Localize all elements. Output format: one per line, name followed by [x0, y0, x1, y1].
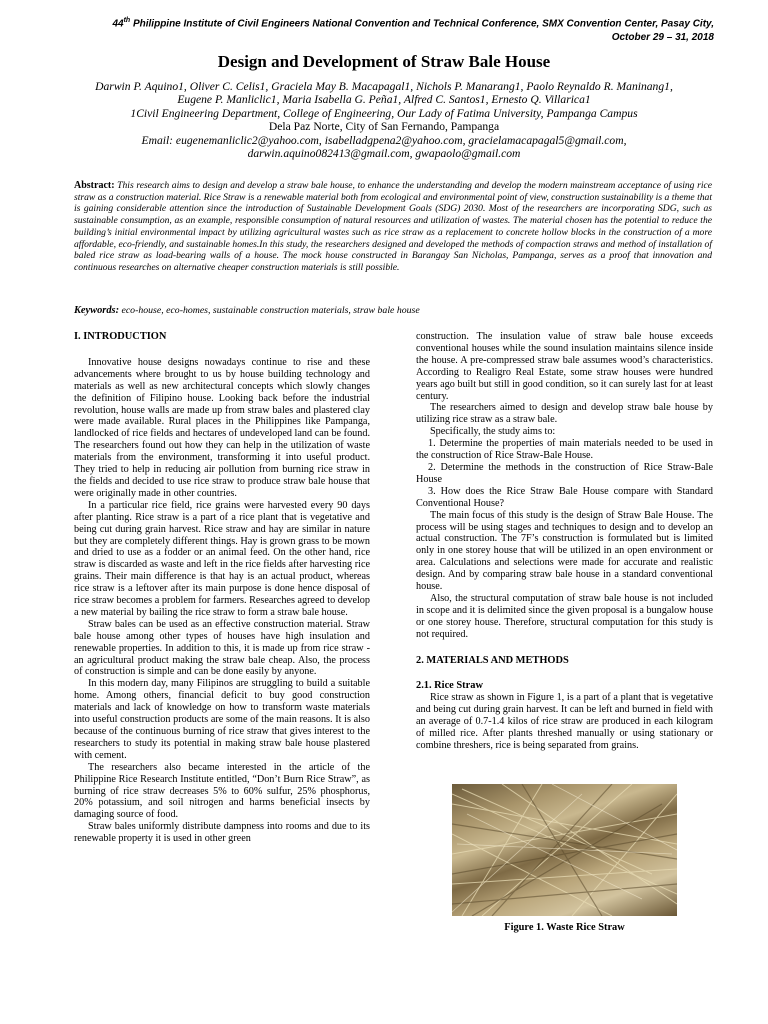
- authors-line-2: Eugene P. Manliclic1, Maria Isabella G. Peña1, Alfred C. Santos1, Ernesto Q. Villarica1: [177, 93, 591, 107]
- paragraph: Also, the structural computation of straw bale house is not included in scope and it is delimited since the given proposal is a bungalow house or one storey house. Therefore, structural computation for this study is not required.: [416, 592, 713, 640]
- left-column: [74, 331, 370, 845]
- abstract-label: Abstract:: [74, 180, 115, 191]
- paragraph: Straw bales uniformly distribute dampness into rooms and due to its renewable property it is used in other green: [74, 821, 370, 845]
- paragraph: The researchers also became interested in the article of the Philippine Rice Research Institute entitled, “Don’t Burn Rice Straw”, as burning of rice straw decreases 5% to 60% sulfur, 25% phosphorus, 20% potassium, and soil nitrogen and harms beneficial insects by damaging source of food.: [74, 761, 370, 821]
- section-heading-materials-methods: 2. MATERIALS AND METHODS: [416, 654, 569, 666]
- paragraph: In this modern day, many Filipinos are struggling to build a suitable home. Among others, financial deficit to buy good construction materials and lack of knowledge on how to transform waste materials into useful construction products are some of the main reasons. It is also because of the continuous burning of rice straw that gives interest to the researchers to study its potential in making straw bale house plastered with cement.: [74, 678, 370, 761]
- affiliation-line-2: Dela Paz Norte, City of San Fernando, Pampanga: [268, 120, 500, 134]
- aim-item: 3. How does the Rice Straw Bale House compare with Standard Conventional House?: [416, 485, 713, 509]
- section-heading-introduction: I. INTRODUCTION: [74, 331, 167, 342]
- conference-line-1: 44th Philippine Institute of Civil Engineers National Convention and Technical Conference, SMX Convention Center, Pasay City,: [112, 17, 714, 30]
- paragraph: Specifically, the study aims to:: [430, 426, 556, 438]
- authors-line-1: Darwin P. Aquino1, Oliver C. Celis1, Graciela May B. Macapagal1, Nichols P. Manarang1, Paolo Reynaldo R. Maninang1,: [95, 80, 673, 93]
- paragraph: The researchers aimed to design and develop straw bale house by utilizing rice straw as a straw bale.: [416, 402, 713, 426]
- paragraph: The main focus of this study is the design of Straw Bale House. The process will be using stages and techniques to design and to develop an actual construction. The 7F’s construction is formulated but is limited only in one storey house that will be utilized in an open environment or area. Calculations and selections were made for accurate and realistic design. And by comparing straw bale house in a standard conventional house.: [416, 509, 713, 593]
- figure-rice-straw-photo: [452, 784, 677, 916]
- keywords-text: eco-house, eco-homes, sustainable construction materials, straw bale house: [121, 305, 420, 316]
- paragraph: construction. The insulation value of straw bale house exceeds conventional houses while the sound insulation maintains silence inside the house. A pre-compressed straw bale assumes wood’s characteristics. According to Realigro Real Estate, some straw houses were hundred years ago built but still in good condition, so it can surely last for at least century.: [416, 331, 713, 402]
- email-line-2: darwin.aquino082413@gmail.com, gwapaolo@gmail.com: [247, 147, 521, 161]
- paragraph: Rice straw as shown in Figure 1, is a part of a plant that is vegetative and being cut during grain harvest. It can be left and burned in field with an average of 0.7-1.4 kilos of rice straw are produced in each kilogram of milled rice. After plants threshed manually or using stationary or combine threshers, rice is being separated from grains.: [416, 692, 713, 751]
- paper-title: Design and Development of Straw Bale House: [217, 52, 551, 71]
- abstract: [74, 180, 712, 274]
- aim-item: 2. Determine the methods in the construction of Rice Straw-Bale House: [416, 461, 713, 485]
- straw-texture: [452, 784, 677, 916]
- aim-item: 1. Determine the properties of main materials needed to be used in the construction of Rice Straw-Bale House.: [416, 438, 713, 462]
- paragraph: In a particular rice field, rice grains were harvested every 90 days after planting. Rice straw is a part of a rice plant that is vegetative and being cut during grain harvest. Rice straw and hay are similar in nature but they are completely different things. Hay is grown grass to be mown and dried to use as a fodder or an animal feed. On the other hand, rice straw is discarded as waste and left in the rice fields after harvesting rice grains. Their main difference is that hay is an actual product, whereas rice straw is a leftover after its main purpose is done hence disposal of rice straw becomes a problem for farmers. Researches agreed to develop a new material by bailing the rice straw to form a straw bale house.: [74, 499, 370, 618]
- figure-caption: Figure 1. Waste Rice Straw: [504, 922, 625, 933]
- email-line-1: Email: eugenemanliclic2@yahoo.com, isabelladgpena2@yahoo.com, gracielamacapagal5@gmail.com,: [141, 133, 627, 147]
- affiliation-line-1: 1Civil Engineering Department, College of Engineering, Our Lady of Fatima University, Pampanga Campus: [130, 106, 638, 120]
- paragraph: Innovative house designs nowadays continue to rise and these advancements where brought to us by house building technology and materials as well as new architectural concepts which slowly changes the definition of Filipino house. Looking back before the industrial revolution, house walls are made up from straw bales and plastered clay were made available. Rural places in the Philippines like Pampanga, landlocked of rice fields and hectares of undeveloped land can be found. The researchers found out how they can help in the utilization of waste materials from the environment, transforming it into useful product. They tried to help in reducing air pollution from burning rice straw in the fields and decided to use rice straw to produce straw bale house that were originally made in other countries.: [74, 356, 370, 499]
- conference-header: [54, 14, 714, 45]
- subsection-heading-rice-straw: 2.1. Rice Straw: [416, 680, 483, 692]
- paragraph: Straw bales can be used as an effective construction material. Straw bale house among other types of houses have high insulation and renewable properties. In addition to this, it is made up from rice straw - an agricultural product making the straw bale cheap. Also, the process of construction is simple and can be done easily by anyone.: [74, 618, 370, 678]
- abstract-text: This research aims to design and develop a straw bale house, to enhance the understanding and develop the modern mainstream acceptance of using rice straw as a construction material. Rice Straw is a renewable material both from ecological and environmental point of view, construction sustainability is a theme that is gaining considerable attention since the introduction of Sustainable Development Goals (SDG) 2030. Most of the researchers are incorporating SDG, such as sustainable consumption, as an example, responsible consumption of natural resources and utilization of wastes. The material chosen has the potential to reduce the building’s initial environmental impact by utilizing agricultural wastes such as rice straw as a replacement to concrete hollow blocks in the construction of a more affordable, eco-friendly, and sustainable homes.In this study, the researchers designed and developed the methods of compaction straws and method of installation of baled rice straw as load-bearing walls of a house. The mock house constructed in Barangay San Nicholas, Pampanga, serves as a proof that innovation and continuous researches on alternative cheaper construction materials is still possible.: [74, 180, 712, 273]
- right-column: [416, 331, 713, 752]
- keywords: [74, 305, 712, 316]
- keywords-label: Keywords:: [74, 305, 120, 316]
- conference-line-2: October 29 – 31, 2018: [611, 32, 714, 44]
- author-block: [60, 80, 708, 160]
